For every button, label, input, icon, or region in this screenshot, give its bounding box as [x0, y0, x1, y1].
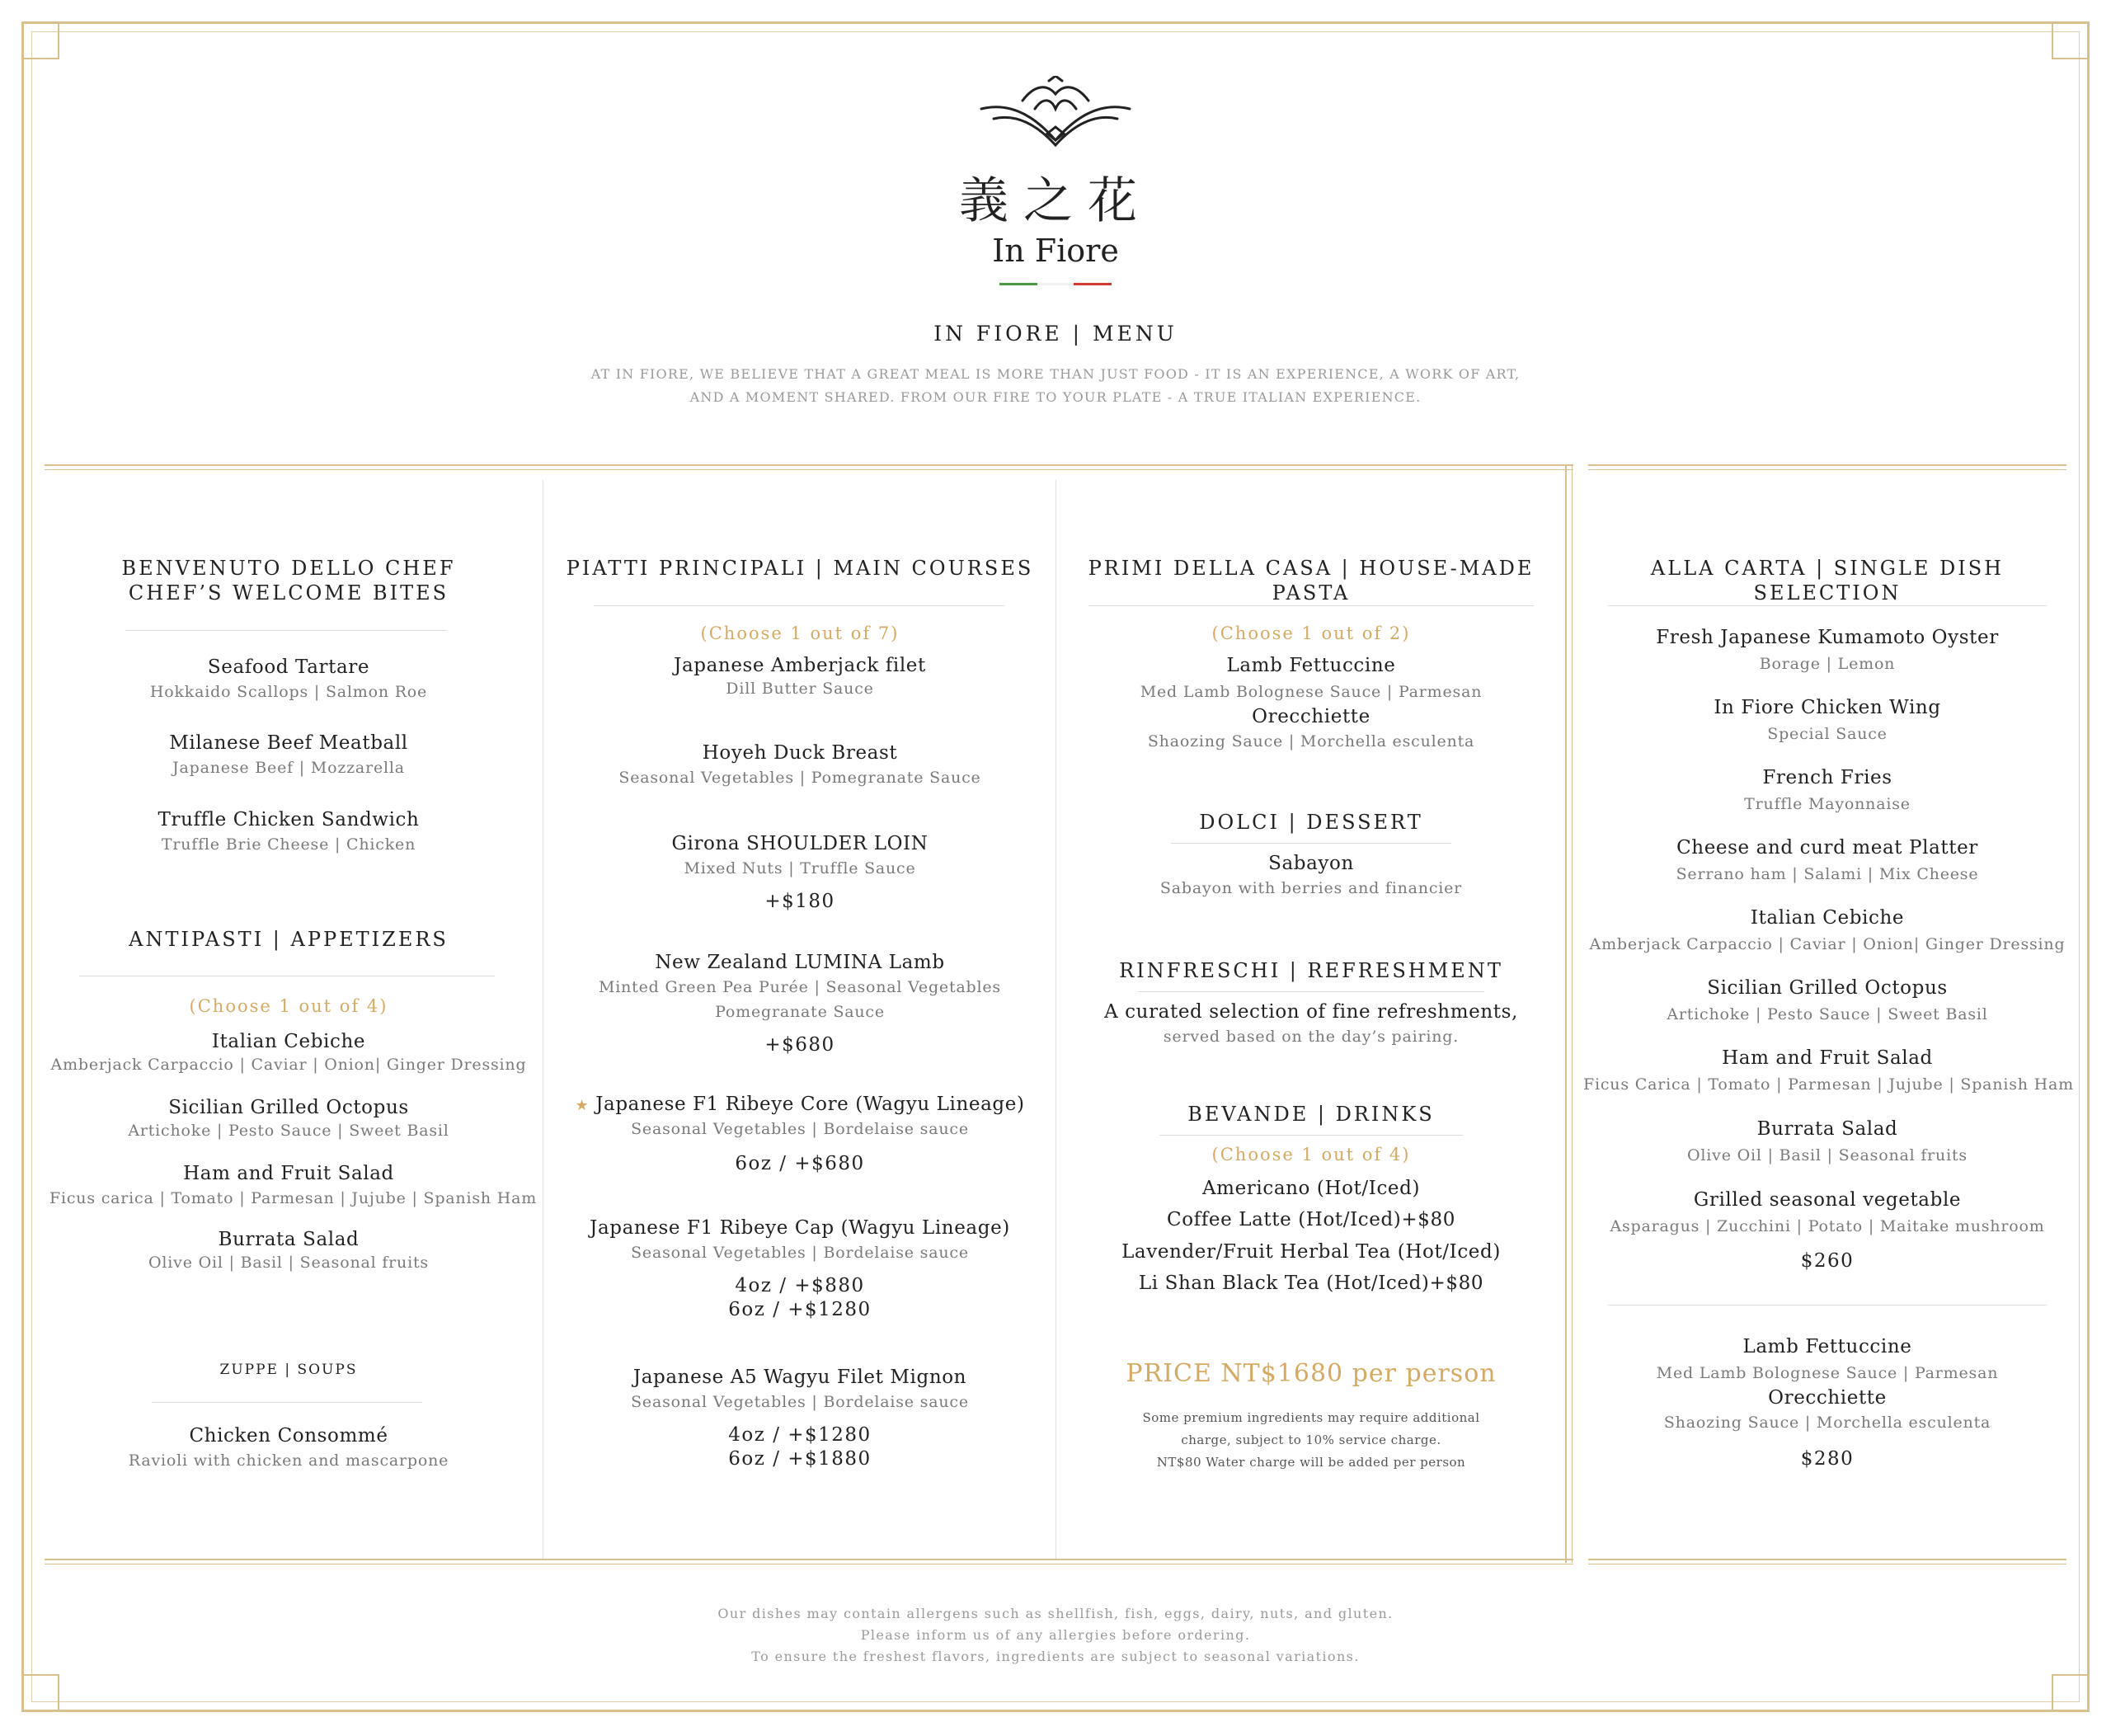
dish-price: 4oz / +$880: [735, 1275, 865, 1296]
dish-name: In Fiore Chicken Wing: [1714, 697, 1941, 718]
star-icon: ★: [575, 1097, 590, 1114]
dish-name: Burrata Salad: [1756, 1118, 1898, 1140]
dish-name: Orecchiette: [1768, 1387, 1887, 1409]
dish-price: 6oz / +$680: [735, 1153, 865, 1174]
dish-desc: Minted Green Pea Purée | Seasonal Vegetables: [599, 978, 1001, 996]
section-rule: [1138, 991, 1484, 992]
section-rule: [152, 1402, 422, 1403]
dish-desc: Seasonal Vegetables | Bordelaise sauce: [631, 1120, 969, 1138]
divider: [1572, 466, 1573, 1563]
dish-desc: Borage | Lemon: [1759, 655, 1896, 673]
dish-desc: Seasonal Vegetables | Bordelaise sauce: [631, 1393, 969, 1411]
divider: [1588, 464, 2066, 466]
flower-logo-icon: [973, 76, 1138, 150]
dish-desc: Amberjack Carpaccio | Caviar | Onion| Ginger Dressing: [50, 1056, 527, 1074]
drink-item: Li Shan Black Tea (Hot/Iced)+$80: [1138, 1273, 1484, 1294]
section-title: RINFRESCHI | REFRESHMENT: [1119, 959, 1503, 982]
price-note-line: charge, subject to 10% service charge.: [1181, 1433, 1441, 1447]
set-price: PRICE NT$1680 per person: [1126, 1359, 1497, 1388]
dish-desc: Seasonal Vegetables | Bordelaise sauce: [631, 1244, 969, 1262]
dish-desc: Artichoke | Pesto Sauce | Sweet Basil: [1667, 1005, 1988, 1023]
intro-text: [0, 363, 2111, 409]
cjk-title: 義之花: [959, 172, 1152, 230]
section-rule: [594, 605, 1004, 606]
dish-desc: Artichoke | Pesto Sauce | Sweet Basil: [128, 1122, 449, 1140]
dish-desc: Special Sauce: [1767, 725, 1888, 743]
dish-name: Ham and Fruit Salad: [183, 1163, 394, 1184]
choose-note: (Choose 1 out of 4): [1211, 1145, 1411, 1164]
divider: [45, 469, 1573, 470]
section-title-line: CHEF’S WELCOME BITES: [128, 581, 449, 605]
dish-name: Sicilian Grilled Octopus: [168, 1097, 409, 1118]
choose-note: (Choose 1 out of 7): [700, 623, 900, 643]
dish-price: 6oz / +$1880: [728, 1448, 872, 1470]
dish-price: +$680: [764, 1034, 835, 1056]
dish-price: 6oz / +$1280: [728, 1299, 872, 1320]
flag-stripe-red: [1074, 283, 1112, 285]
dish-name: Hoyeh Duck Breast: [702, 742, 898, 764]
section-title: ALLA CARTA | SINGLE DISH SELECTION: [1650, 557, 2005, 605]
divider: [1565, 466, 1567, 1563]
dish-desc: Med Lamb Bolognese Sauce | Parmesan: [1656, 1364, 1999, 1382]
dish-desc: Shaozing Sauce | Morchella esculenta: [1663, 1414, 1991, 1432]
choose-note: (Choose 1 out of 2): [1211, 623, 1411, 643]
dish-name: Japanese Amberjack filet: [674, 655, 926, 676]
dish-name: Burrata Salad: [218, 1229, 360, 1250]
dish-name: [552, 1094, 1047, 1115]
dish-name: Grilled seasonal vegetable: [1693, 1189, 1962, 1211]
footer-line: Our dishes may contain allergens such as shellfish, fish, eggs, dairy, nuts, and gluten.: [717, 1606, 1394, 1621]
dish-name: Orecchiette: [1252, 706, 1371, 727]
divider: [45, 1559, 1573, 1560]
section-rule: [125, 630, 447, 631]
section-title: [49, 556, 528, 605]
section-rule: [1171, 843, 1451, 844]
dish-desc: Hokkaido Scallops | Salmon Roe: [149, 683, 428, 701]
drink-item: Americano (Hot/Iced): [1201, 1178, 1421, 1199]
dish-desc: Shaozing Sauce | Morchella esculenta: [1147, 732, 1475, 750]
dish-price: 4oz / +$1280: [728, 1424, 872, 1446]
dish-name-text: Japanese F1 Ribeye Core (Wagyu Lineage): [595, 1094, 1025, 1115]
divider: [1588, 469, 2066, 470]
dish-desc: Med Lamb Bolognese Sauce | Parmesan: [1140, 683, 1483, 701]
dish-name: Japanese A5 Wagyu Filet Mignon: [632, 1367, 967, 1388]
section-rule: [1608, 605, 2047, 606]
dish-name: Sabayon: [1268, 853, 1354, 874]
section-title: ZUPPE | SOUPS: [219, 1362, 358, 1378]
drink-item: Lavender/Fruit Herbal Tea (Hot/Iced): [1121, 1241, 1501, 1263]
section-title: PRIMI DELLA CASA | HOUSE-MADE PASTA: [1088, 557, 1535, 605]
dish-name: Milanese Beef Meatball: [169, 732, 408, 754]
brand-name: In Fiore: [992, 233, 1119, 269]
dish-name: Girona SHOULDER LOIN: [671, 833, 929, 854]
dish-name: Lamb Fettuccine: [1226, 655, 1396, 676]
dish-desc: Japanese Beef | Mozzarella: [172, 759, 405, 777]
price-note-line: NT$80 Water charge will be added per person: [1156, 1455, 1466, 1470]
dish-desc: served based on the day’s pairing.: [1163, 1028, 1460, 1046]
dish-desc: Ficus Carica | Tomato | Parmesan | Jujube | Spanish Ham: [1583, 1075, 2074, 1094]
section-title: PIATTI PRINCIPALI | MAIN COURSES: [566, 557, 1034, 580]
dish-name: Chicken Consommé: [189, 1425, 388, 1447]
dish-desc: Ravioli with chicken and mascarpone: [128, 1451, 449, 1470]
allergen-footer: [0, 1603, 2111, 1668]
dish-price: $260: [1800, 1250, 1855, 1272]
flag-stripe-white: [1037, 283, 1075, 285]
divider: [45, 464, 1573, 466]
drink-item: Coffee Latte (Hot/Iced)+$80: [1167, 1209, 1455, 1230]
section-rule: [1088, 605, 1534, 606]
section-title: ANTIPASTI | APPETIZERS: [129, 928, 449, 951]
dish-desc: Sabayon with berries and financier: [1159, 879, 1463, 897]
dish-name: French Fries: [1762, 767, 1892, 788]
footer-line: To ensure the freshest flavors, ingredients are subject to seasonal variations.: [751, 1649, 1360, 1664]
price-note: [1064, 1407, 1559, 1474]
dish-desc: Pomegranate Sauce: [715, 1003, 885, 1021]
dish-desc: Truffle Mayonnaise: [1744, 795, 1911, 813]
dish-price: +$180: [764, 891, 835, 912]
section-rule: [1608, 1305, 2047, 1306]
dish-name: A curated selection of fine refreshments,: [1104, 1001, 1518, 1023]
dish-desc: Seasonal Vegetables | Pomegranate Sauce: [618, 769, 981, 787]
section-title-line: BENVENUTO DELLO CHEF: [121, 557, 456, 580]
dish-desc: Mixed Nuts | Truffle Sauce: [684, 859, 916, 877]
dish-desc: Olive Oil | Basil | Seasonal fruits: [148, 1254, 429, 1272]
menu-title: IN FIORE | MENU: [933, 322, 1178, 346]
intro-line: AT IN FIORE, WE BELIEVE THAT A GREAT MEAL IS MORE THAN JUST FOOD - IT IS AN EXPERIENCE, A WORK OF ART,: [590, 366, 1521, 382]
dish-desc: Truffle Brie Cheese | Chicken: [161, 835, 416, 854]
dish-name: Cheese and curd meat Platter: [1676, 837, 1978, 859]
dish-name: Fresh Japanese Kumamoto Oyster: [1656, 627, 1999, 648]
dish-name: Italian Cebiche: [1750, 907, 1905, 929]
dish-name: Sicilian Grilled Octopus: [1707, 977, 1948, 999]
dish-desc: Amberjack Carpaccio | Caviar | Onion| Ginger Dressing: [1589, 935, 2066, 953]
section-title: DOLCI | DESSERT: [1199, 811, 1423, 834]
footer-line: Please inform us of any allergies before ordering.: [860, 1627, 1251, 1643]
choose-note: (Choose 1 out of 4): [189, 996, 388, 1016]
dish-desc: Asparagus | Zucchini | Potato | Maitake mushroom: [1610, 1217, 2045, 1235]
dish-name: Lamb Fettuccine: [1742, 1336, 1912, 1357]
dish-desc: Dill Butter Sauce: [726, 680, 874, 698]
dish-name: Ham and Fruit Salad: [1722, 1047, 1933, 1069]
dish-name: Seafood Tartare: [207, 656, 370, 678]
section-title: BEVANDE | DRINKS: [1187, 1103, 1435, 1126]
section-rule: [1159, 1135, 1463, 1136]
dish-desc: Serrano ham | Salami | Mix Cheese: [1676, 865, 1979, 883]
flag-stripe-green: [999, 283, 1037, 285]
divider: [1588, 1559, 2066, 1560]
dish-name: Truffle Chicken Sandwich: [158, 809, 420, 830]
intro-line: AND A MOMENT SHARED. FROM OUR FIRE TO YOUR PLATE - A TRUE ITALIAN EXPERIENCE.: [689, 389, 1422, 405]
dish-name: Japanese F1 Ribeye Cap (Wagyu Lineage): [590, 1217, 1010, 1239]
dish-name: New Zealand LUMINA Lamb: [655, 952, 945, 973]
dish-desc: Olive Oil | Basil | Seasonal fruits: [1687, 1146, 1968, 1164]
price-note-line: Some premium ingredients may require additional: [1142, 1410, 1480, 1425]
dish-desc: Ficus carica | Tomato | Parmesan | Jujube | Spanish Ham: [49, 1189, 538, 1207]
dish-name: Italian Cebiche: [211, 1031, 366, 1052]
dish-price: $280: [1800, 1448, 1855, 1470]
